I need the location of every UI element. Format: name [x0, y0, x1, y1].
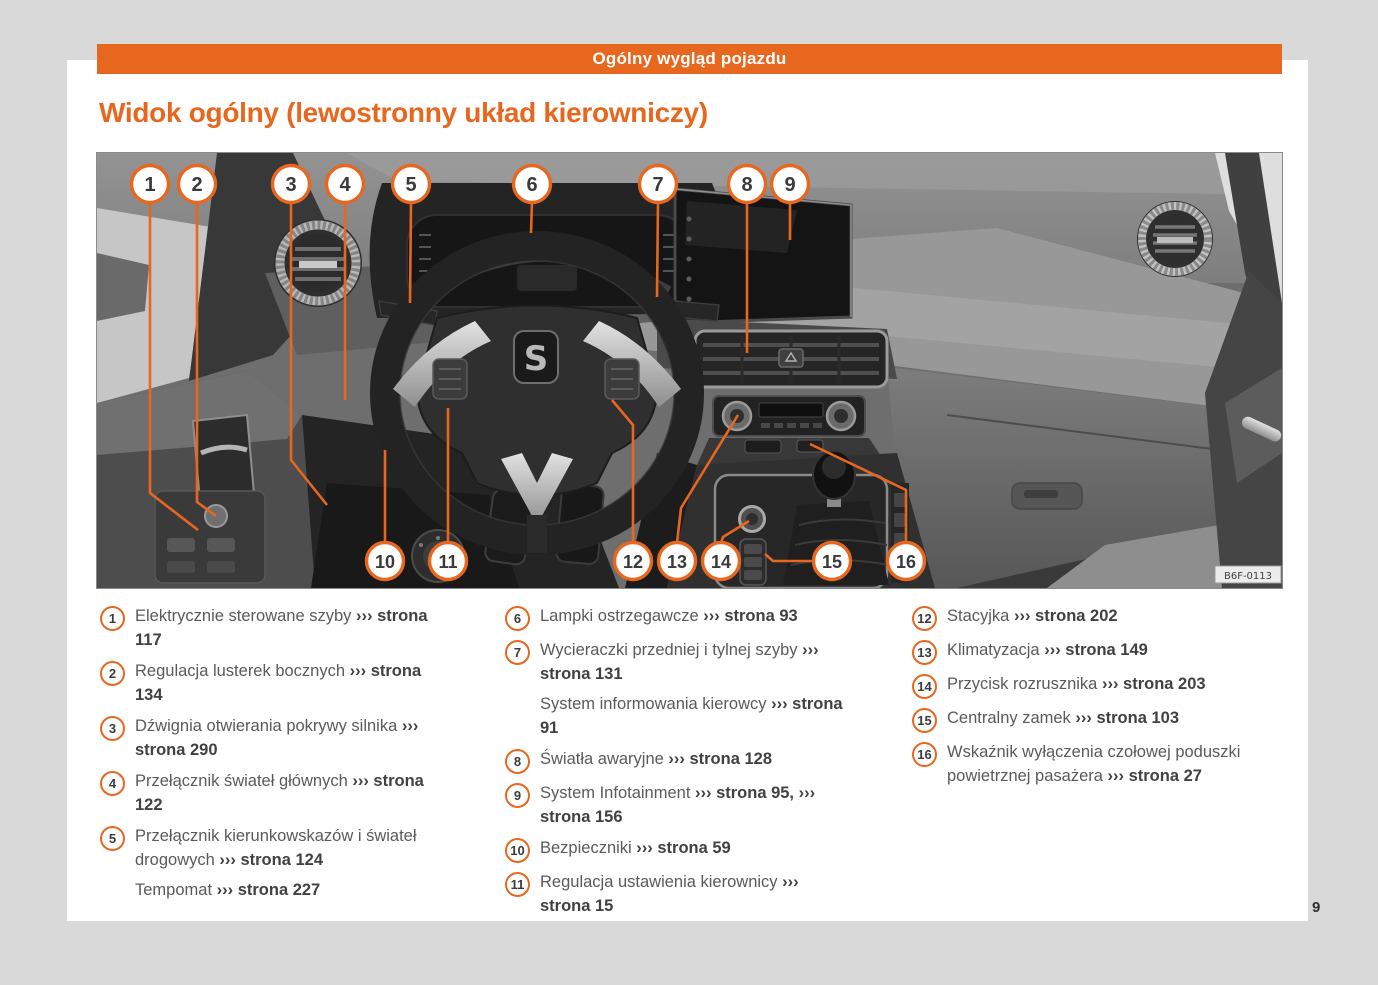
chapter-title: Ogólny wygląd pojazdu — [592, 49, 787, 68]
legend-item — [505, 836, 857, 863]
callout-number-11: 11 — [438, 552, 458, 572]
legend-item-number: 12 — [912, 606, 937, 631]
legend-item — [505, 870, 857, 918]
legend-item — [505, 638, 857, 740]
callout-line-3 — [291, 202, 327, 505]
svg-text:B6F-0113: B6F-0113 — [1223, 571, 1273, 582]
callout-number-16: 16 — [895, 552, 917, 572]
legend-column-1 — [100, 604, 452, 909]
legend-item-number: 5 — [100, 826, 125, 851]
callout-line-16 — [810, 444, 906, 543]
callout-number-8: 8 — [741, 174, 753, 196]
callout-line-14 — [721, 521, 749, 543]
legend-item-text: Przycisk rozrusznika ››› strona 203 — [947, 675, 1206, 693]
legend-item-number: 13 — [912, 640, 937, 665]
legend-item — [100, 659, 452, 707]
callout-line-5 — [410, 202, 411, 303]
legend-item-text: Regulacja ustawienia kierownicy ››› strona 15 — [540, 873, 799, 915]
legend-item-text: Bezpieczniki ››› strona 59 — [540, 839, 731, 857]
callout-number-3: 3 — [285, 174, 297, 196]
legend-item-number: 9 — [505, 783, 530, 808]
legend-item-text: Elektrycznie sterowane szyby ››› strona 117 — [135, 607, 428, 649]
legend-item-number: 4 — [100, 771, 125, 796]
legend-item — [505, 747, 857, 774]
page-number: 9 — [1312, 899, 1321, 916]
callout-number-10: 10 — [374, 552, 396, 572]
legend-item — [505, 604, 857, 631]
page-title: Widok ogólny (lewostronny układ kierowniczy) — [99, 97, 708, 128]
legend-column-2 — [505, 604, 857, 925]
callout-line-12 — [612, 400, 633, 543]
legend-item-text: Klimatyzacja ››› strona 149 — [947, 641, 1148, 659]
legend-item-number: 6 — [505, 606, 530, 631]
legend-item-number: 11 — [505, 872, 530, 897]
legend-item — [100, 604, 452, 652]
svg-text:S: S — [523, 339, 549, 379]
legend-item-text: Centralny zamek ››› strona 103 — [947, 709, 1179, 727]
legend-item-text: Regulacja lusterek bocznych ››› strona 134 — [135, 662, 422, 704]
legend-item — [100, 824, 452, 902]
legend-item — [912, 706, 1264, 733]
callout-number-12: 12 — [622, 552, 644, 572]
legend-item — [912, 604, 1264, 631]
legend-item-text: Przełącznik świateł głównych ››› strona 122 — [135, 772, 424, 814]
callout-number-6: 6 — [526, 174, 538, 196]
callout-number-14: 14 — [710, 552, 732, 572]
callout-number-4: 4 — [339, 174, 351, 196]
legend-item-text: Stacyjka ››› strona 202 — [947, 607, 1118, 625]
callout-number-1: 1 — [144, 174, 156, 196]
legend-item-text: System Infotainment ››› strona 95, ››› strona 156 — [540, 784, 816, 826]
legend-item-text: Wskaźnik wyłączenia czołowej poduszki powietrznej pasażera ››› strona 27 — [947, 743, 1241, 785]
legend-item-number: 8 — [505, 749, 530, 774]
callout-number-13: 13 — [666, 552, 688, 572]
callout-layer — [97, 153, 1282, 588]
legend-item-number: 15 — [912, 708, 937, 733]
legend-item-text: Światła awaryjne ››› strona 128 — [540, 750, 772, 768]
legend-item — [100, 714, 452, 762]
legend-item — [100, 769, 452, 817]
callout-number-9: 9 — [784, 174, 796, 196]
legend-item-number: 2 — [100, 661, 125, 686]
legend-item-text: Przełącznik kierunkowskazów i świateł drogowych ››› strona 124 Tempomat ››› strona 227 — [135, 827, 417, 899]
dashboard-figure — [97, 153, 1282, 588]
legend-item-number: 7 — [505, 640, 530, 665]
callout-number-7: 7 — [652, 174, 664, 196]
callout-number-5: 5 — [405, 174, 417, 196]
callout-number-15: 15 — [821, 552, 843, 572]
callout-line-15 — [765, 554, 814, 561]
legend-item — [912, 672, 1264, 699]
callout-line-6 — [531, 202, 532, 233]
legend-item-text: Lampki ostrzegawcze ››› strona 93 — [540, 607, 798, 625]
legend-item — [912, 740, 1264, 788]
legend-item-text: Wycieraczki przedniej i tylnej szyby ››› strona 131 System informowania kierowcy ››› strona 91 — [540, 641, 843, 737]
legend-item — [505, 781, 857, 829]
legend-column-3 — [912, 604, 1264, 795]
legend-item-text: Dźwignia otwierania pokrywy silnika ››› strona 290 — [135, 717, 419, 759]
legend-item-number: 16 — [912, 742, 937, 767]
legend-item-number: 1 — [100, 606, 125, 631]
legend-item-number: 3 — [100, 716, 125, 741]
callout-line-2 — [197, 202, 216, 516]
callout-line-1 — [150, 202, 198, 530]
chapter-header-bar — [97, 44, 1282, 74]
callout-line-13 — [677, 415, 738, 543]
callout-number-2: 2 — [191, 174, 203, 196]
callout-line-7 — [657, 202, 658, 297]
legend-item-number: 10 — [505, 838, 530, 863]
legend-item — [912, 638, 1264, 665]
legend-item-number: 14 — [912, 674, 937, 699]
